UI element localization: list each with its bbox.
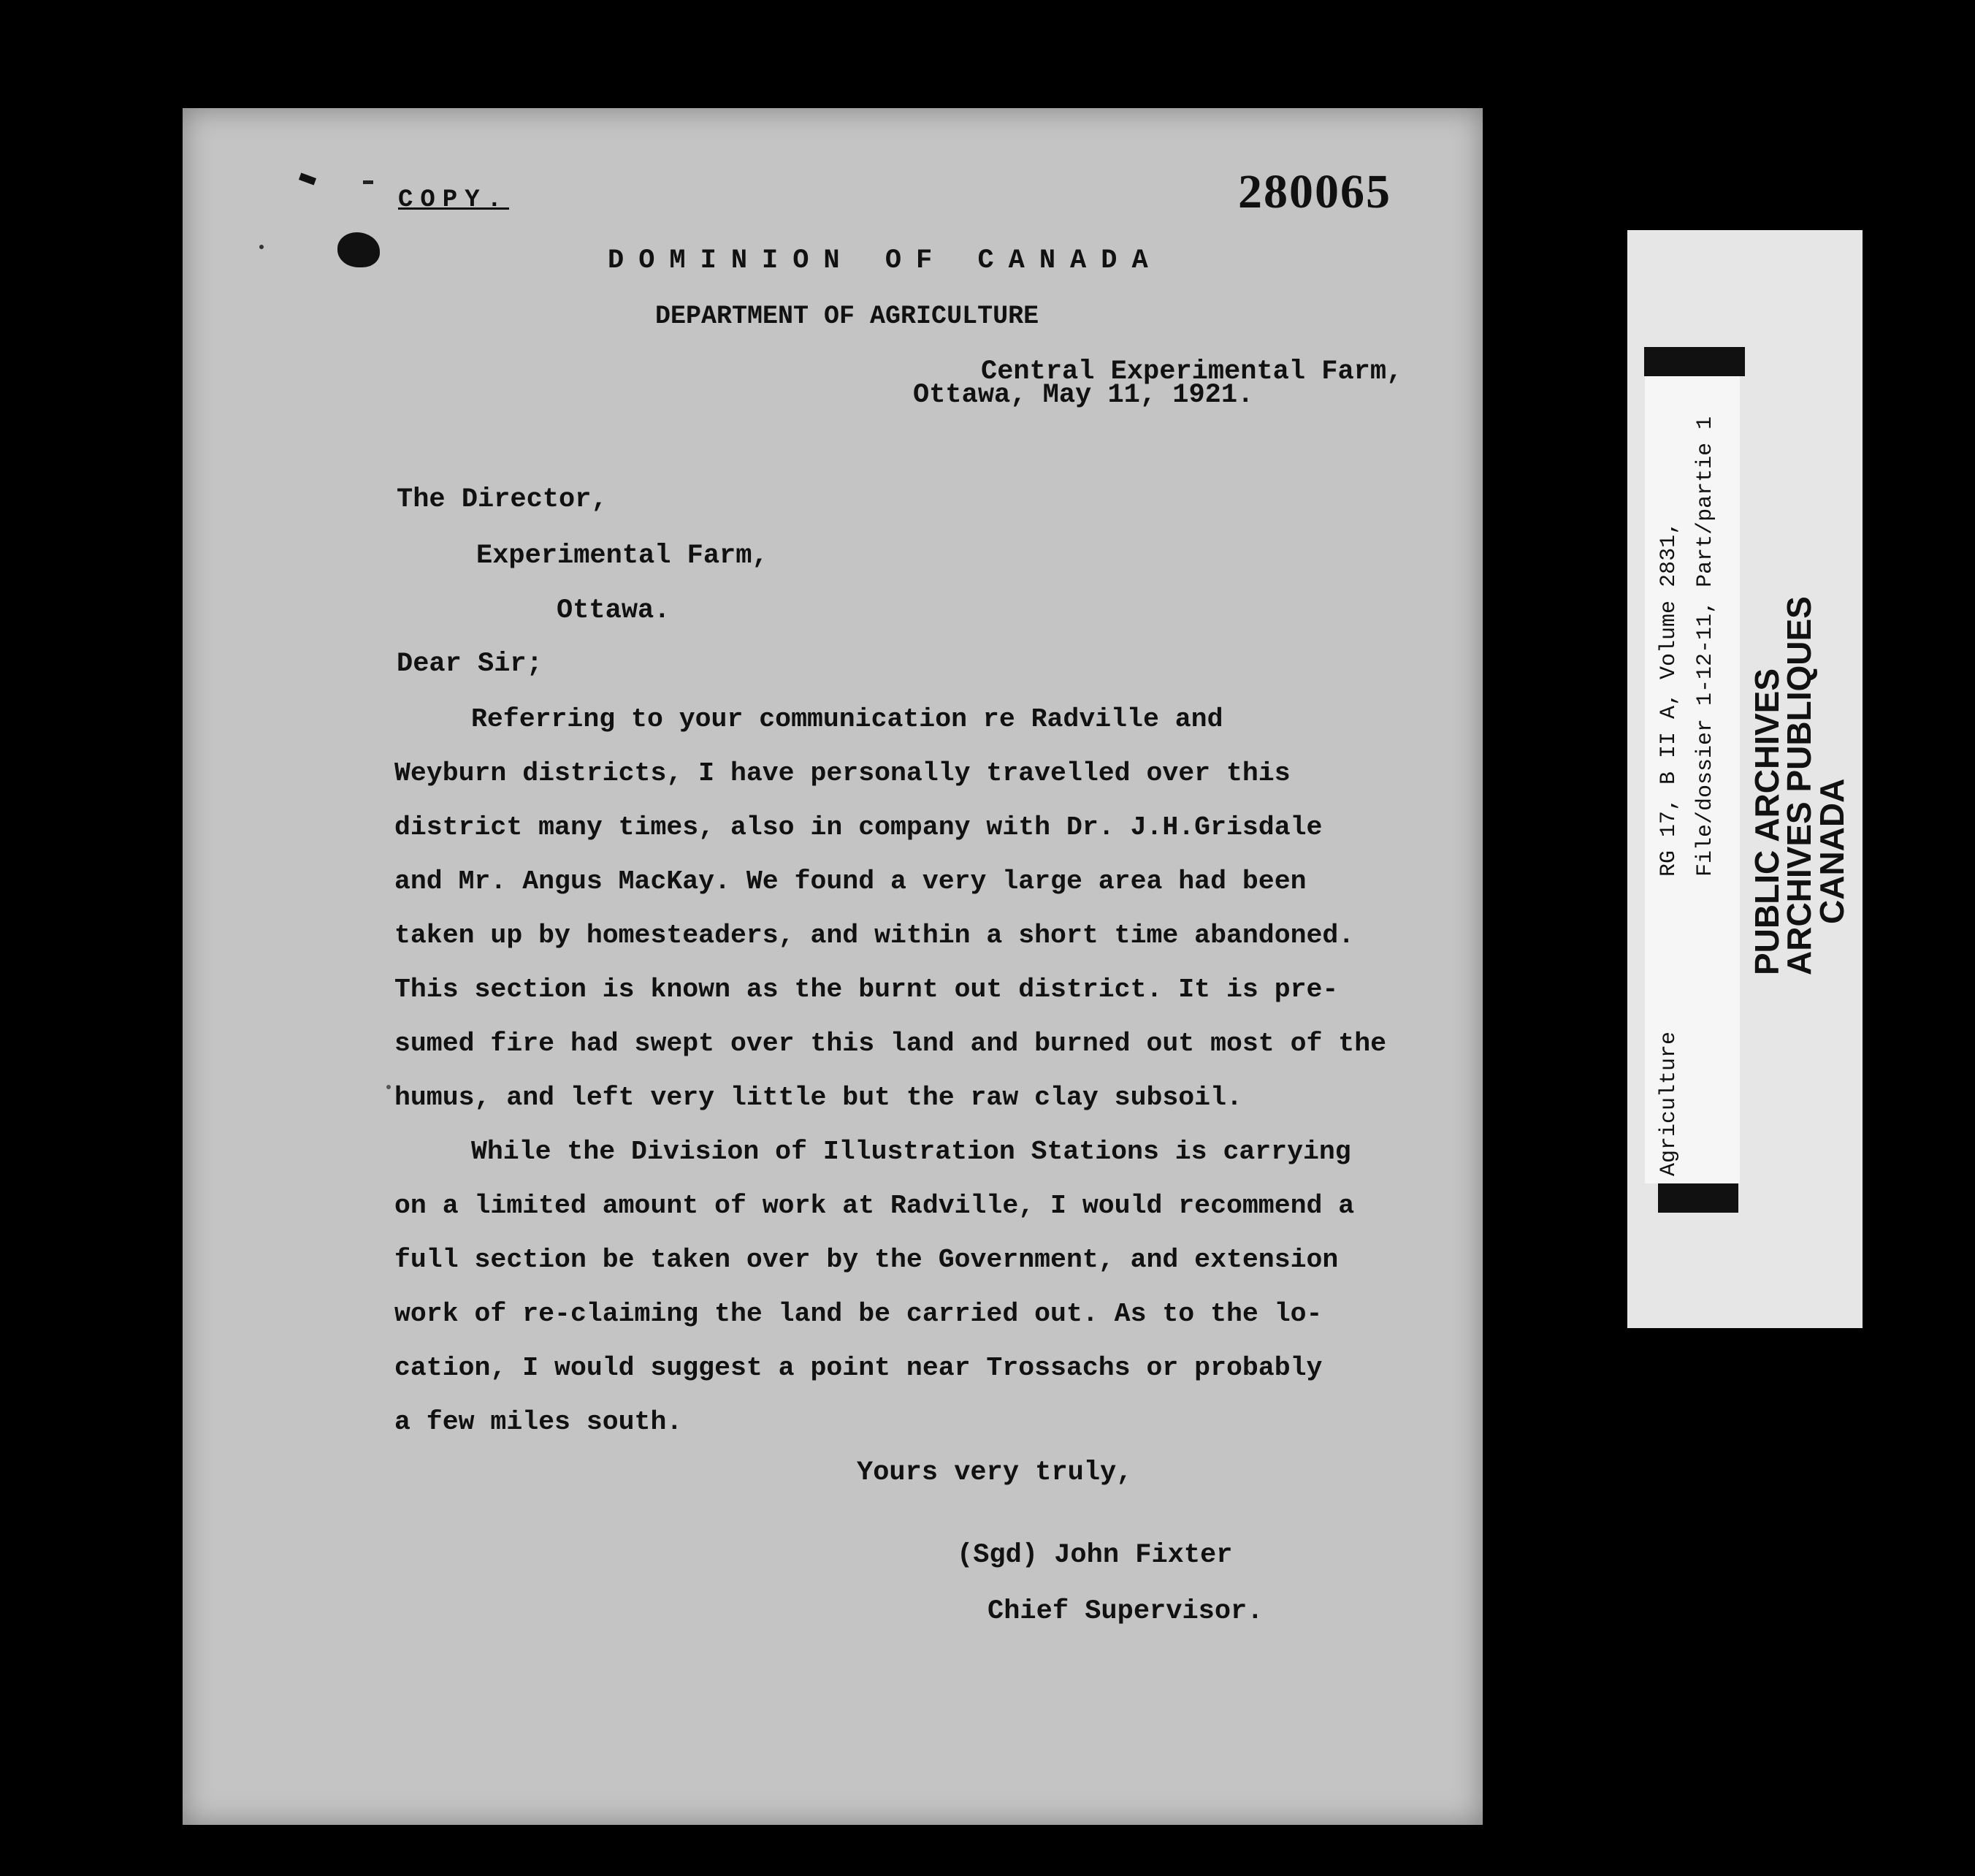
- label-bar: [1658, 1183, 1738, 1213]
- body-line: and Mr. Angus MacKay. We found a very large area had been: [394, 866, 1307, 896]
- body-line: Referring to your communication re Radville and: [471, 704, 1223, 734]
- closing: Yours very truly,: [857, 1457, 1133, 1488]
- body-line: This section is known as the burnt out district. It is pre-: [394, 975, 1339, 1004]
- ink-mark: [363, 180, 373, 184]
- heading-dominion: DOMINION OF CANADA: [608, 245, 1163, 276]
- body-line: a few miles south.: [394, 1407, 683, 1437]
- body-line: Weyburn districts, I have personally travelled over this: [394, 758, 1291, 788]
- archive-institution-line: CANADA: [1813, 778, 1851, 924]
- signatory-title: Chief Supervisor.: [988, 1596, 1264, 1627]
- ink-speck: [386, 1085, 391, 1089]
- ink-blot: [337, 232, 380, 267]
- addressee-line: Ottawa.: [557, 595, 671, 626]
- body-line: taken up by homesteaders, and within a short time abandoned.: [394, 920, 1355, 950]
- archive-reference-line: File/dossier 1-12-11, Part/partie 1: [1693, 416, 1718, 877]
- archive-subject: Agriculture: [1657, 1031, 1681, 1176]
- reference-number: 280065: [1238, 165, 1391, 218]
- body-line: work of re-claiming the land be carried out. As to the lo-: [394, 1299, 1323, 1329]
- body-line: full section be taken over by the Government, and extension: [394, 1245, 1339, 1275]
- body-line: sumed fire had swept over this land and burned out most of the: [394, 1029, 1387, 1059]
- copy-mark: COPY.: [398, 186, 510, 214]
- addressee-line: The Director,: [397, 484, 608, 515]
- letter-date: Ottawa, May 11, 1921.: [913, 380, 1254, 411]
- heading-department: DEPARTMENT OF AGRICULTURE: [655, 302, 1039, 331]
- addressee-line: Experimental Farm,: [476, 541, 768, 571]
- body-line: While the Division of Illustration Stations is carrying: [471, 1137, 1351, 1167]
- archive-institution-line: ARCHIVES PUBLIQUES: [1780, 596, 1818, 975]
- body-line: district many times, also in company with Dr. J.H.Grisdale: [394, 812, 1323, 842]
- letter-place: Central Experimental Farm,: [981, 356, 1403, 387]
- signature: (Sgd) John Fixter: [957, 1540, 1233, 1571]
- archive-institution-line: PUBLIC ARCHIVES: [1748, 668, 1786, 975]
- archive-reference-line: RG 17, B II A, Volume 2831,: [1657, 521, 1681, 877]
- label-bar: [1644, 347, 1745, 376]
- body-line: on a limited amount of work at Radville, I would recommend a: [394, 1191, 1355, 1221]
- body-line: humus, and left very little but the raw clay subsoil.: [394, 1083, 1242, 1113]
- body-line: cation, I would suggest a point near Trossachs or probably: [394, 1353, 1323, 1383]
- ink-speck: [259, 245, 264, 249]
- salutation: Dear Sir;: [397, 649, 543, 679]
